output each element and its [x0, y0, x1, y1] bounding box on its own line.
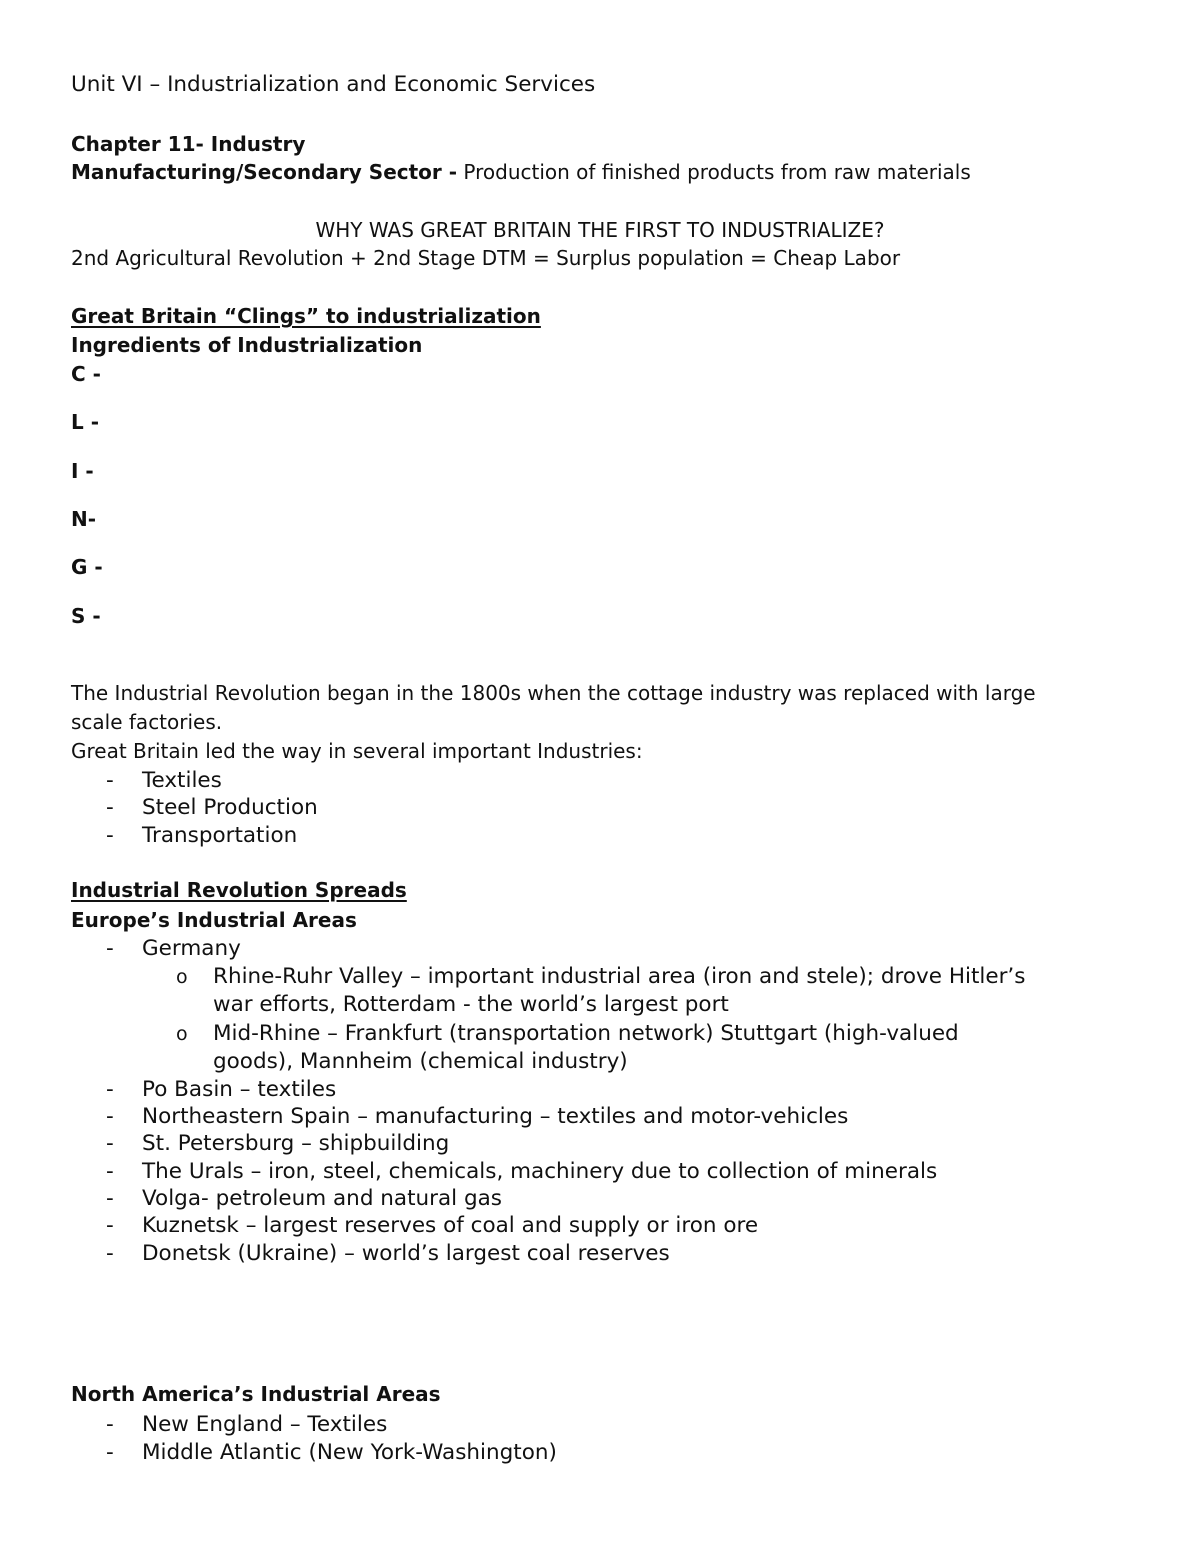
chapter-title: Chapter 11- Industry [71, 132, 306, 156]
intro-paragraph-line1: The Industrial Revolution began in the 1800s when the cottage industry was replaced with large [71, 681, 1036, 705]
list-item: Transportation [142, 823, 298, 848]
list-item: Volga- petroleum and natural gas [142, 1186, 502, 1211]
bullet-dash: - [106, 1104, 114, 1129]
spreads-heading: Industrial Revolution Spreads [71, 878, 407, 902]
list-item: The Urals – iron, steel, chemicals, machinery due to collection of minerals [142, 1159, 938, 1184]
bullet-dash: - [106, 1077, 114, 1102]
list-item: Donetsk (Ukraine) – world’s largest coal reserves [142, 1241, 670, 1266]
ingredient-s: S - [71, 604, 101, 628]
clings-heading: Great Britain “Clings” to industrialization [71, 304, 541, 328]
bullet-dash: - [106, 1241, 114, 1266]
ingredient-i: I - [71, 459, 94, 483]
bullet-dash: - [106, 1440, 114, 1465]
sub-list-item-cont: goods), Mannheim (chemical industry) [213, 1049, 628, 1074]
led-the-way-line: Great Britain led the way in several important Industries: [71, 739, 643, 763]
bullet-dash: - [106, 768, 114, 793]
list-item: Steel Production [142, 795, 318, 820]
manufacturing-definition [71, 158, 971, 186]
bullet-dash: - [106, 936, 114, 961]
list-item: Northeastern Spain – manufacturing – textiles and motor-vehicles [142, 1104, 849, 1129]
sub-bullet-circle: o [176, 966, 188, 988]
sub-list-item: Rhine-Ruhr Valley – important industrial area (iron and stele); drove Hitler’s [213, 964, 1026, 989]
sub-list-item-cont: war efforts, Rotterdam - the world’s largest port [213, 992, 729, 1017]
manufacturing-term: Manufacturing/Secondary Sector - [71, 160, 458, 184]
bullet-dash: - [106, 1186, 114, 1211]
north-america-heading: North America’s Industrial Areas [71, 1382, 441, 1406]
bullet-dash: - [106, 823, 114, 848]
list-item: St. Petersburg – shipbuilding [142, 1131, 450, 1156]
unit-title: Unit VI – Industrialization and Economic Services [71, 72, 596, 97]
manufacturing-definition-text: Production of finished products from raw materials [457, 160, 971, 184]
list-item: Kuznetsk – largest reserves of coal and supply or iron ore [142, 1213, 759, 1238]
ingredients-heading: Ingredients of Industrialization [71, 333, 423, 357]
ingredient-n: N- [71, 507, 97, 531]
ingredient-c: C - [71, 362, 101, 386]
bullet-dash: - [106, 1412, 114, 1437]
why-answer: 2nd Agricultural Revolution + 2nd Stage DTM = Surplus population = Cheap Labor [71, 246, 901, 270]
bullet-dash: - [106, 1213, 114, 1238]
list-item: New England – Textiles [142, 1412, 388, 1437]
bullet-dash: - [106, 1131, 114, 1156]
ingredient-l: L - [71, 410, 100, 434]
why-heading: WHY WAS GREAT BRITAIN THE FIRST TO INDUSTRIALIZE? [315, 218, 885, 242]
list-item: Middle Atlantic (New York-Washington) [142, 1440, 557, 1465]
bullet-dash: - [106, 795, 114, 820]
sub-bullet-circle: o [176, 1023, 188, 1045]
list-item-germany: Germany [142, 936, 241, 961]
europe-heading: Europe’s Industrial Areas [71, 908, 357, 932]
intro-paragraph-line2: scale factories. [71, 710, 223, 734]
sub-list-item: Mid-Rhine – Frankfurt (transportation network) Stuttgart (high-valued [213, 1021, 959, 1046]
list-item: Textiles [142, 768, 222, 793]
bullet-dash: - [106, 1159, 114, 1184]
list-item: Po Basin – textiles [142, 1077, 337, 1102]
ingredient-g: G - [71, 555, 103, 579]
